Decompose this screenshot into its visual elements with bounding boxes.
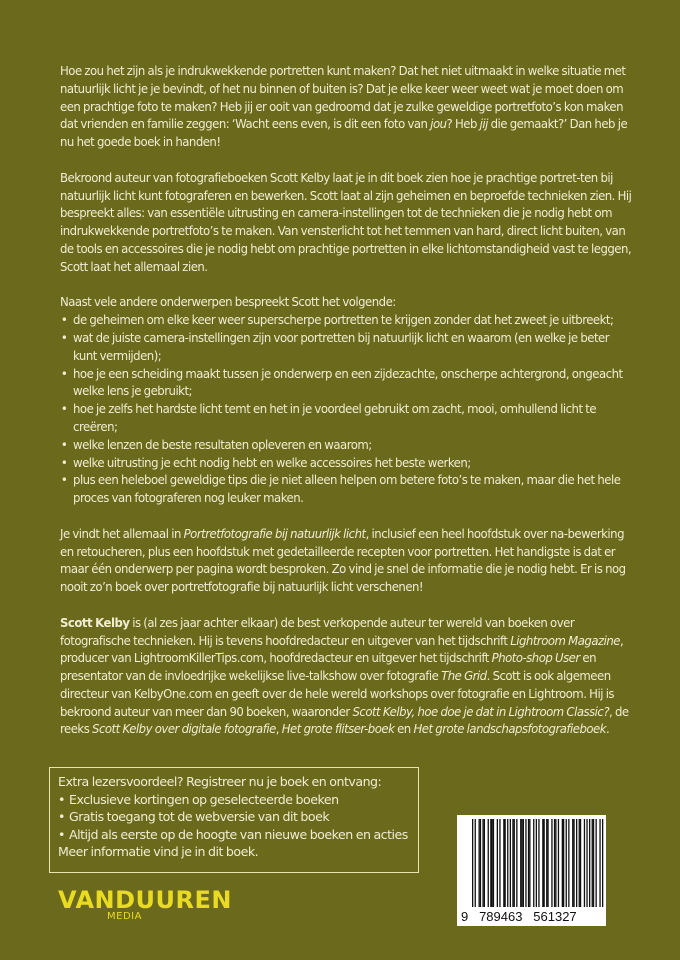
promo-item: • Altijd als eerste op de hoogte van nieuwe boeken en acties xyxy=(58,826,410,844)
barcode-bar xyxy=(542,819,543,907)
barcode-bar xyxy=(586,819,587,907)
bio-text: , de reeks xyxy=(60,703,629,737)
barcode-bar xyxy=(490,819,491,907)
barcode-bar xyxy=(533,819,534,907)
book-title: Portretfotografie bij natuurlijk licht xyxy=(183,525,366,541)
barcode-bars xyxy=(457,815,606,909)
reader-benefit-box xyxy=(49,767,419,873)
barcode-bar xyxy=(536,819,537,907)
barcode-bar xyxy=(484,819,485,907)
intro-emphasis-jij: jij xyxy=(479,116,488,132)
topic-item: • de geheimen om elke keer weer superscherpe portretten te krijgen zonder dat het zweet je uitbreekt; xyxy=(60,311,635,329)
topic-item: • hoe je zelfs het hardste licht temt en het in je voordeel gebruikt om zacht, mooi, omhullend licht te creëren; xyxy=(60,400,635,436)
author-bio xyxy=(60,614,635,739)
bio-emphasis: Lightroom Magazine xyxy=(510,632,621,648)
barcode-bar xyxy=(602,819,603,907)
barcode-bar xyxy=(523,819,524,907)
barcode-bar xyxy=(480,819,481,907)
description-paragraph: Bekroond auteur van fotografieboeken Scott Kelby laat je in dit boek zien hoe je prachtige portret-ten bij natuurlijk licht kunt fotograferen en bewerken. Scott laat al zijn geheimen en beproefde technieken zien. Hij bespreekt alles: van essentiële uitrusting en camera-instellingen tot de technieken die je nodig hebt om indrukwekkende portretfoto’s te maken. Van vensterlicht tot het temmen van hard, direct licht buiten, van de tools en accessoires die je nodig hebt om prachtige portretten in elke lichtomstandigheid vast te leggen, Scott laat het allemaal zien. xyxy=(60,169,632,274)
barcode-bar xyxy=(521,819,522,907)
promo-item: • Gratis toegang tot de webversie van dit boek xyxy=(58,808,410,826)
barcode-bar xyxy=(593,819,594,907)
barcode-bar xyxy=(510,819,511,907)
barcode-bar xyxy=(503,819,504,907)
topics-intro: Naast vele andere onderwerpen bespreekt Scott het volgende: xyxy=(60,294,396,310)
barcode-bar xyxy=(479,819,480,907)
bio-emphasis: The Grid xyxy=(441,668,487,684)
bio-text: , xyxy=(275,721,282,737)
barcode-bar xyxy=(584,819,585,907)
intro-text-a: Hoe zou het zijn als je indrukwekkende portretten kunt maken? Dat het niet uitmaakt in welke situatie met natuurlijk licht je je bevindt, of het nu binnen of buiten is? Dat je elke keer weer weet wat je moet doen om een prachtige foto te maken? Heb jij er ooit van gedroomd dat je zulke geweldige portretfoto’s kon maken dat vrienden en familie zeggen: ‘Wacht eens even, is dit een foto van xyxy=(60,63,626,132)
barcode-bar xyxy=(512,819,513,907)
barcode-bar xyxy=(520,819,521,907)
bio-emphasis: Scott Kelby over digitale fotografie xyxy=(92,721,276,737)
bio-text: en presentator van de invloedrijke wekelijkse live-talkshow over fotografie xyxy=(60,650,597,684)
barcode-bar xyxy=(592,819,593,907)
barcode-bar xyxy=(572,819,573,907)
barcode-bar xyxy=(546,819,547,907)
barcode-bar xyxy=(525,819,526,907)
barcode-bar xyxy=(538,819,539,907)
promo-footer: Meer informatie vind je in dit boek. xyxy=(58,844,259,859)
bio-text: , producer van LightroomKillerTips.com, hoofdredacteur en uitgever het tijdschrift xyxy=(60,632,624,666)
summary-text-a: Je vindt het allemaal in xyxy=(60,525,184,541)
barcode-bar xyxy=(558,819,559,907)
bio-emphasis: Photo-shop User xyxy=(491,650,580,666)
barcode-bar xyxy=(568,819,569,907)
barcode-bar xyxy=(566,819,567,907)
topic-item: • welke uitrusting je echt nodig hebt en welke accessoires het beste werken; xyxy=(60,454,635,472)
promo-heading: Extra lezersvoordeel? Registreer nu je boek en ontvang: xyxy=(58,774,382,789)
barcode-bar xyxy=(596,819,597,907)
barcode-bar xyxy=(544,819,545,907)
barcode-bar xyxy=(488,819,489,907)
barcode-bar xyxy=(579,819,580,907)
summary-text-b: , inclusief een heel hoofdstuk over na-bewerking en retoucheren, plus een hoofdstuk met gedetailleerde recepten voor portretten. Het handigste is dat er maar één onderwerp per pagina wordt besproken. Zo vind je snel de informatie die je nodig hebt. Er is nog nooit zo’n boek over portretfotografie bij natuurlijk licht verschenen! xyxy=(60,525,626,595)
intro-emphasis-jou: jou xyxy=(430,116,447,132)
bio-emphasis: Het grote landschapsfotografieboek xyxy=(413,721,607,737)
summary-paragraph xyxy=(60,525,635,596)
barcode-bar xyxy=(528,819,529,907)
intro-paragraph xyxy=(60,62,635,151)
isbn-barcode xyxy=(457,815,606,926)
bio-text: en xyxy=(394,721,414,737)
publisher-logo-sub: MEDIA xyxy=(107,911,142,922)
barcode-bar xyxy=(516,819,517,907)
author-name: Scott Kelby xyxy=(60,614,130,630)
topics-list xyxy=(60,311,635,507)
intro-text-c: die gemaakt?’ Dan heb je nu het goede boek in handen! xyxy=(60,116,628,150)
barcode-bar xyxy=(493,819,494,907)
barcode-bar xyxy=(551,819,552,907)
barcode-bar xyxy=(562,819,563,907)
topic-item: • welke lenzen de beste resultaten opleveren en waarom; xyxy=(60,436,635,454)
isbn-number: 9 789463 561327 xyxy=(461,909,577,924)
publisher-logo xyxy=(58,888,232,922)
bio-emphasis: Scott Kelby, hoe doe je dat in Lightroom Classic? xyxy=(352,703,610,719)
topic-item: • hoe je een scheiding maakt tussen je onderwerp en een zijdezachte, onscherpe achtergrond, ongeacht welke lens je gebruikt; xyxy=(60,365,635,401)
barcode-bar xyxy=(505,819,506,907)
barcode-bar xyxy=(599,819,600,907)
barcode-bar xyxy=(589,819,590,907)
barcode-bar xyxy=(547,819,548,907)
barcode-bar xyxy=(555,819,556,907)
intro-text-b: ? Heb xyxy=(446,116,480,132)
back-cover-text xyxy=(60,62,635,738)
bio-text: . xyxy=(606,721,610,737)
barcode-bar xyxy=(580,819,581,907)
barcode-bar xyxy=(475,819,476,907)
topic-item: • wat de juiste camera-instellingen zijn voor portretten bij natuurlijk licht en waarom (en welke je beter kunt vermijden); xyxy=(60,329,635,365)
bio-emphasis: Het grote flitser-boek xyxy=(281,721,395,737)
barcode-bar xyxy=(499,819,500,907)
barcode-bar xyxy=(563,819,564,907)
barcode-bar xyxy=(573,819,574,907)
barcode-bar xyxy=(507,819,508,907)
barcode-bar xyxy=(497,819,498,907)
barcode-bar xyxy=(492,819,493,907)
barcode-bar xyxy=(529,819,530,907)
barcode-bar xyxy=(514,819,515,907)
bio-text: is (al zes jaar achter elkaar) de best verkopende auteur ter wereld van boeken over fotografische technieken. Hij is tevens hoofdredacteur en uitgever van het tijdschrift xyxy=(60,614,575,648)
topic-item: • plus een heleboel geweldige tips die je niet alleen helpen om betere foto’s te maken, maar die het hele proces van fotograferen nog leuker maken. xyxy=(60,471,635,507)
bio-text: . Scott is ook algemeen directeur van KelbyOne.com en geeft over de hele wereld workshops over fotografie en Lightroom. Hij is bekroond auteur van meer dan 90 boeken, waaronder xyxy=(60,668,615,719)
barcode-bar xyxy=(576,819,577,907)
promo-item: • Exclusieve kortingen op geselecteerde boeken xyxy=(58,791,410,809)
publisher-logo-name: VANDUUREN xyxy=(58,886,232,914)
barcode-bar xyxy=(482,819,483,907)
barcode-bar xyxy=(554,819,555,907)
barcode-bar xyxy=(472,819,473,907)
